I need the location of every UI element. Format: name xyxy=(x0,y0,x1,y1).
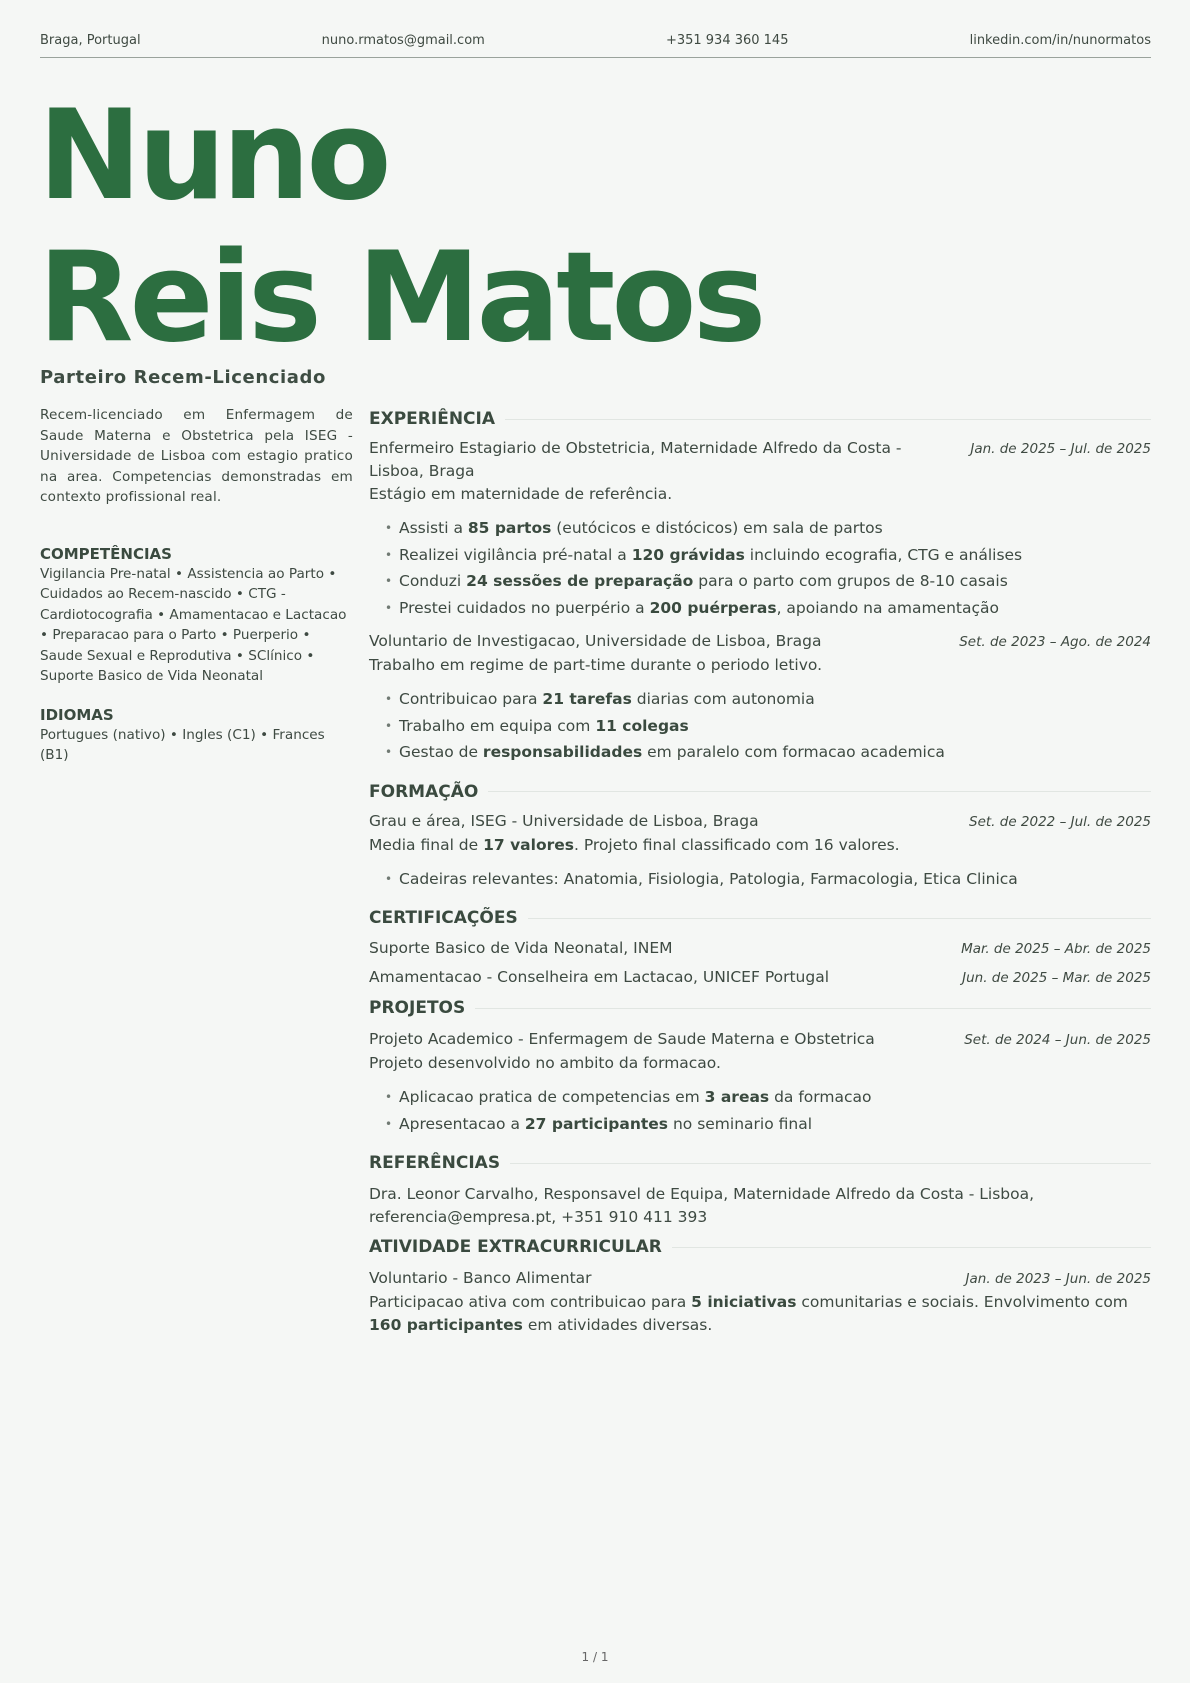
experience-section xyxy=(369,405,1151,766)
bullet-item: • Contribuicao para 21 tarefas diarias com autonomia xyxy=(385,686,1151,713)
entry-title: Voluntario - Banco Alimentar xyxy=(369,1269,592,1287)
extracurricular-heading: ATIVIDADE EXTRACURRICULAR xyxy=(369,1237,662,1257)
contact-email[interactable]: nuno.rmatos@gmail.com xyxy=(321,33,485,48)
entry-title: Grau e área, ISEG - Universidade de Lisboa, Braga xyxy=(369,811,759,830)
extracurricular-section xyxy=(369,1233,1151,1337)
page-number: 1 / 1 xyxy=(581,1650,609,1664)
entry-description: Media final de 17 valores. Projeto final classificado com 16 valores. xyxy=(369,835,900,854)
certifications-heading: CERTIFICAÇÕES xyxy=(369,908,518,928)
bullet-item: • Assisti a 85 partos (eutócicos e distócicos) em sala de partos xyxy=(385,515,1151,542)
bullet-item: • Aplicacao pratica de competencias em 3 areas da formacao xyxy=(385,1084,1151,1111)
bullet-item: • Prestei cuidados no puerpério a 200 puérperas, apoiando na amamentação xyxy=(385,595,1151,622)
bullet-item: • Apresentacao a 27 participantes no seminario final xyxy=(385,1111,1151,1138)
entry-description: Trabalho em regime de part-time durante o periodo letivo. xyxy=(369,656,823,674)
full-name xyxy=(38,85,762,369)
job-title: Parteiro Recem-Licenciado xyxy=(40,367,326,388)
languages-heading: IDIOMAS xyxy=(40,705,114,724)
projects-heading: PROJETOS xyxy=(369,998,466,1018)
entry-date: Jan. de 2023 – Jun. de 2025 xyxy=(965,1271,1151,1287)
name-line-2: Reis Matos xyxy=(38,226,763,370)
contact-phone[interactable]: +351 934 360 145 xyxy=(665,33,789,48)
cert-date: Mar. de 2025 – Abr. de 2025 xyxy=(961,941,1151,957)
bullet-item: • Cadeiras relevantes: Anatomia, Fisiologia, Patologia, Farmacologia, Etica Clinica xyxy=(385,866,1151,893)
cert-date: Jun. de 2025 – Mar. de 2025 xyxy=(962,970,1151,986)
languages-list: Portugues (nativo) • Ingles (C1) • Frances (B1) xyxy=(40,726,325,763)
cert-title: Amamentacao - Conselheira em Lactacao, UNICEF Portugal xyxy=(369,968,830,986)
entry-date: Set. de 2022 – Jul. de 2025 xyxy=(969,813,1151,830)
bullet-item: • Gestao de responsabilidades em paralelo com formacao academica xyxy=(385,739,1151,766)
entry-description: Estágio em maternidade de referência. xyxy=(369,485,673,503)
name-line-1: Nuno xyxy=(38,84,388,228)
projects-section xyxy=(369,994,1151,1137)
entry-date: Set. de 2024 – Jun. de 2025 xyxy=(964,1032,1151,1048)
entry-title: Projeto Academico - Enfermagem de Saude Materna e Obstetrica xyxy=(369,1030,875,1048)
contact-bar xyxy=(40,30,1151,58)
experience-entry xyxy=(369,630,1151,766)
summary: Recem-licenciado em Enfermagem de Saude Materna e Obstetrica pela ISEG - Universidade de Lisboa com estagio pratico na area. Competencias demonstradas em contexto profissional real. xyxy=(40,407,353,505)
entry-date: Jan. de 2025 – Jul. de 2025 xyxy=(970,441,1151,457)
entry-date: Set. de 2023 – Ago. de 2024 xyxy=(959,634,1151,650)
divider xyxy=(672,1247,1151,1248)
education-heading: FORMAÇÃO xyxy=(369,781,479,802)
entry-title: Voluntario de Investigacao, Universidade de Lisboa, Braga xyxy=(369,632,822,650)
cert-title: Suporte Basico de Vida Neonatal, INEM xyxy=(369,939,673,957)
education-section xyxy=(369,778,1151,893)
sidebar xyxy=(40,405,353,766)
divider xyxy=(475,1008,1151,1009)
entry-description: Projeto desenvolvido no ambito da formacao. xyxy=(369,1054,721,1072)
certifications-section xyxy=(369,904,1151,990)
skills-heading: COMPETÊNCIAS xyxy=(40,544,172,563)
bullet-item: • Trabalho em equipa com 11 colegas xyxy=(385,713,1151,740)
entry-title: Enfermeiro Estagiario de Obstetricia, Maternidade Alfredo da Costa - Lisboa, Braga xyxy=(369,439,902,480)
contact-location: Braga, Portugal xyxy=(40,33,141,48)
section-heading xyxy=(369,405,1151,433)
references-heading: REFERÊNCIAS xyxy=(369,1153,501,1173)
main-content xyxy=(369,405,1151,1337)
skills-list: Vigilancia Pre-natal • Assistencia ao Parto • Cuidados ao Recem-nascido • CTG - Cardiotocografia • Amamentacao e Lactacao • Preparacao para o Parto • Puerperio • Saude Sexual e Reprodutiva • SClínico • Suporte Basico de Vida Neonatal xyxy=(40,565,347,684)
references-section xyxy=(369,1149,1151,1229)
experience-heading: EXPERIÊNCIA xyxy=(369,409,496,429)
bullet-item: • Conduzi 24 sessões de preparação para o parto com grupos de 8-10 casais xyxy=(385,568,1151,595)
bullet-item: • Realizei vigilância pré-natal a 120 grávidas incluindo ecografia, CTG e análises xyxy=(385,542,1151,569)
experience-entry xyxy=(369,437,1151,621)
divider xyxy=(528,918,1151,919)
divider xyxy=(505,419,1151,420)
reference-text: Dra. Leonor Carvalho, Responsavel de Equipa, Maternidade Alfredo da Costa - Lisboa, referencia@empresa.pt, +351 910 411 393 xyxy=(369,1185,1035,1226)
divider xyxy=(510,1163,1151,1164)
divider xyxy=(488,791,1151,792)
contact-linkedin[interactable]: linkedin.com/in/nunormatos xyxy=(969,33,1151,48)
entry-description: Participacao ativa com contribuicao para 5 iniciativas comunitarias e sociais. Envolvimento com 160 participantes em atividades diversas. xyxy=(369,1293,1128,1334)
